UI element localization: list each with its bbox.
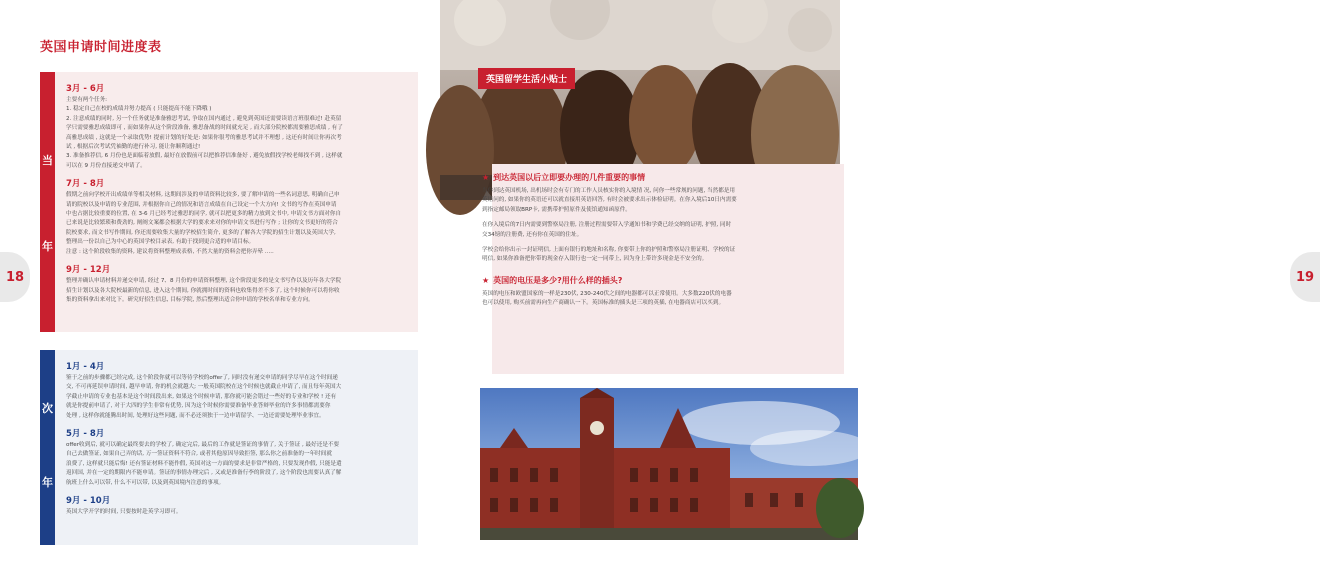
next-year-panel	[40, 350, 418, 545]
tip-text-arrival-1: 当你到达英国机场, 出机场时会有专门的工作人员核实你的入境情 况, 问你一些常规的问题, 当然都是用 英语问的, 如果你的英语还可以就直接用英语回答, 有时会被要求出示体检证明。在你入境后10日内需要 到指定邮局领取BRP卡, 需携带护照原件及使馆通知函原件。	[482, 188, 737, 213]
current-year-content	[66, 82, 410, 311]
side-char-3: 次	[42, 402, 53, 415]
tip-text-voltage: 英国的电压和欧盟国家的一样是230伏, 230-240伏之间的电器都可以正常使用。大多数220伏的电器 也可以使用, 购买前需再向生产商确认一下。英国标准的插头是三项的英插, 在电器商店可以买到。	[482, 290, 732, 307]
section-heading-sep-oct: 9月 - 10月	[66, 496, 111, 507]
tip-heading-arrival: ★ 到达英国以后立即要办理的几件重要的事情	[482, 173, 646, 182]
university-building-photo	[480, 388, 858, 540]
tips-banner: 英国留学生活小贴士	[478, 68, 575, 89]
section-heading-may-aug: 5月 - 8月	[66, 429, 105, 440]
star-icon: ★	[482, 275, 490, 285]
right-page	[440, 0, 1315, 587]
next-year-side-label	[40, 350, 55, 545]
section-text-sep-dec: 整理并确认申请材料并递交申请, 经过 7、8 月份的申请资料整理, 这个阶段更多的是文书写作以及历年各大学院 招生计划以及各大院校最新的信息, 进入这个期间, 你就拥时间的资料也收集得差不多了, 这个时候你可以将你收 集的资料拿出来对比下。研究好招生信息, 目标学院, 然后整理出适合你申请的学校名单和专业方向。	[66, 278, 342, 303]
section-text-jan-apr: 鉴于之前的步骤都已经完成, 这个阶段你就可以等待学校的offer了, 同时没有递交申请的同学尽早在这个时间递 交, 不可再延误申请时间, 越早申请, 你的机会就越大; 一般英国院校在这个时候也就截止申请了, 而且每年英国大 学截止申请的专业也基本是这个时间段出来, 如果这个时候申请, 那你就可能会错过一些好的专业和学校 ! 还有 就是你提前申请了, 对于大四的学生非常有优势, 因为这个时候你需要准备毕业答辩毕业的许多事情都需要你 处理 , 这样你就能腾出时间, 处理好这些问题, 而不必还须独于一边申请留学、一边还需要处理毕业事宜。	[66, 375, 342, 419]
university-building-illustration	[480, 388, 858, 540]
tips-panel	[482, 164, 844, 374]
side-char-4: 年	[42, 476, 53, 489]
page-number-left: 18	[0, 252, 30, 302]
next-year-content	[66, 360, 410, 523]
side-char-1: 当	[42, 154, 53, 167]
side-char-2: 年	[42, 240, 53, 253]
section-heading-jan-apr: 1月 - 4月	[66, 362, 105, 372]
current-year-panel	[40, 72, 418, 332]
section-text-mar-jun: 主要有两个任务: 1. 稳定自己在校的成绩并努力提高 ( 只能提高不能下降哦 ) 2. 注意成绩的同时, 另一个任务就是准备雅思考试, 争取在国内通过 , 避免到英国还需要读语言班很难过! 赴英留 学只需要雅思成绩即可 , 而如果你从这个阶段准备, 雅思备战的时间就充足 , 而大部分院校都需要雅思成绩 , 有了 高雅思成绩 , 这就是一个录取优势! 提前计划的好处是: 如果你很考的雅思考试并不理想 , 这还有时间让你再次考 试 , 根据后次考试凭袖勤的进行补习, 能让你顺利通过! 3. 准备推荐信, 6 月份也是面临着放假, 最好在放假前可以把推荐信准备好 , 避免放假找学校老师找不到 , 这样就 可以在 9 月份直接递交申请了。	[66, 97, 343, 169]
section-text-jul-aug: 假期之前向学校开出成绩单等相关材料, 这期间涉及的申请资料比较多, 要了解申请的一些名词意思, 明确自己申 请的院校以及申请的专业范围, 并根据你自己的情况和语言成绩在自己设定一个大方向! 文书的写作在英国申请 中也占据比较重要的位置, 在 3-6 月已经考过雅思的同学, 就可以把更多的精力放到文书中, 申请文书方面对你自 已来说是比较繁琐和费劲的, 阐阐文案都会根据大学的要求来对你的申请文书进行写作 ; 让你的文书更好的符合 院校要求, 而文书写作期间, 你还需要收集大量的学校招生简介, 更多的了解各大学院的招生计划以及英国大学, 整理出一份以自己为中心的英国学校目录表, 有助于找到更合适的申请目标。 注意 : 这个阶段收集的资料, 建议将资料整理成表格, 不然大量的资料会把你弄晕 .....	[66, 192, 342, 255]
left-page	[0, 0, 440, 587]
current-year-side-label	[40, 72, 55, 332]
star-icon: ★	[482, 173, 490, 182]
section-text-may-aug: offer收到后, 就可以确定最终要去的学校了, 确定完后, 最后的工作就是签证的事情了, 关于签证 , 最好还是不要 自己去做签证, 如果自己弄的话, 万一签证资料不符合, 或者其他原因导致拒签, 那么你之前准备的一年时间就 浪费了, 这样就只能后悔! 还有签证材料不能作假, 英国对这一方面的要求是非常严格的, 只要发现作假, 只能是遣 返回国, 并在一定的期限内不能申请。签证的事情办理完后 , 又或是准备行李的阶段了, 这个阶段也需要认真了解 航班上什么可以带, 什么不可以带, 以及到英国境内注意的事项。	[66, 442, 342, 486]
page-title: 英国申请时间进度表	[40, 40, 162, 55]
page-number-right: 19	[1290, 252, 1320, 302]
tip-text-arrival-3: 学校会给你出示一封证明信, 上面有银行的地址和名称, 你要带上你的护照和警察局注册证明、学校的证 明信, 如果你准备把你带的现金存入银行也一定一同带上, 因为身上带许多现金是不安全的。	[482, 247, 736, 263]
section-heading-mar-jun: 3月 - 6月	[66, 84, 105, 94]
section-heading-jul-aug: 7月 - 8月	[66, 179, 105, 190]
tip-text-arrival-2: 在你入境后的7日内需要到警察局注册, 注册过程需要带入学通知书和学费已经交纳的证明, 护照, 同时 交34镑的注册费, 还有你在英国的住址。	[482, 222, 732, 238]
section-text-sep-oct: 英国大学开学的时间, 只要按时赴英学习即可。	[66, 509, 182, 516]
section-heading-sep-dec: 9月 - 12月	[66, 265, 111, 276]
tip-heading-voltage: ★ 英国的电压是多少?用什么样的插头?	[482, 275, 623, 285]
